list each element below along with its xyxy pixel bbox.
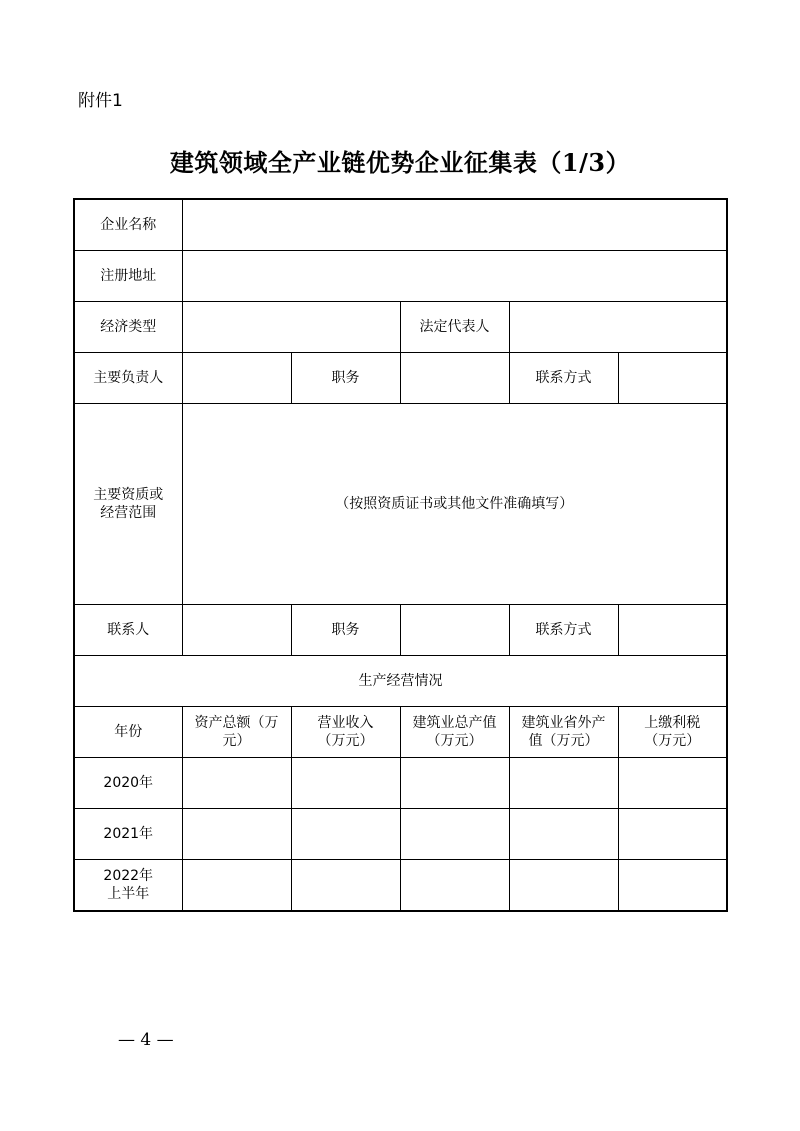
field-position[interactable] <box>400 353 509 404</box>
cell-2020-assets[interactable] <box>182 758 291 809</box>
field-principal[interactable] <box>182 353 291 404</box>
row-principal <box>74 353 727 404</box>
field-economic-type[interactable] <box>182 302 400 353</box>
label-legal-rep: 法定代表人 <box>400 302 509 353</box>
cell-2021-output[interactable] <box>400 809 509 860</box>
cell-2022h1-assets[interactable] <box>182 860 291 912</box>
cell-2022h1-outside-output[interactable] <box>509 860 618 912</box>
row-economic-type <box>74 302 727 353</box>
col-header-taxes: 上缴利税（万元） <box>618 707 727 758</box>
cell-2020-revenue[interactable] <box>291 758 400 809</box>
row-qualification <box>74 404 727 605</box>
cell-2020-taxes[interactable] <box>618 758 727 809</box>
row-year-2020 <box>74 758 727 809</box>
cell-2021-assets[interactable] <box>182 809 291 860</box>
label-qualification <box>74 404 182 605</box>
row-production-section <box>74 656 727 707</box>
cell-2020-outside-output[interactable] <box>509 758 618 809</box>
label-address: 注册地址 <box>74 251 182 302</box>
row-column-headers <box>74 707 727 758</box>
year-label-2022h1: 2022年上半年 <box>74 860 182 912</box>
cell-2022h1-revenue[interactable] <box>291 860 400 912</box>
cell-2021-taxes[interactable] <box>618 809 727 860</box>
field-contact-person[interactable] <box>182 605 291 656</box>
cell-2020-output[interactable] <box>400 758 509 809</box>
cell-2022h1-taxes[interactable] <box>618 860 727 912</box>
field-contact-method2[interactable] <box>618 605 727 656</box>
label-contact-method2: 联系方式 <box>509 605 618 656</box>
cell-2021-revenue[interactable] <box>291 809 400 860</box>
field-company-name[interactable] <box>182 199 727 251</box>
label-contact-method: 联系方式 <box>509 353 618 404</box>
page-title: 建筑领域全产业链优势企业征集表（1/3） <box>169 148 631 177</box>
col-header-revenue: 营业收入（万元） <box>291 707 400 758</box>
section-production: 生产经营情况 <box>74 656 727 707</box>
label-economic-type: 经济类型 <box>74 302 182 353</box>
row-address <box>74 251 727 302</box>
field-qualification[interactable] <box>182 404 727 605</box>
attachment-label: 附件1 <box>78 91 123 111</box>
col-header-year: 年份 <box>74 707 182 758</box>
year-label-2021: 2021年 <box>74 809 182 860</box>
col-header-outside-output: 建筑业省外产值（万元） <box>509 707 618 758</box>
row-company-name <box>74 199 727 251</box>
qualification-label-text: 主要资质或经营范围 <box>93 487 164 521</box>
label-principal: 主要负责人 <box>74 353 182 404</box>
cell-2021-outside-output[interactable] <box>509 809 618 860</box>
field-legal-rep[interactable] <box>509 302 727 353</box>
col-header-total-assets: 资产总额（万元） <box>182 707 291 758</box>
page-number: — 4 — <box>118 1030 174 1050</box>
field-position2[interactable] <box>400 605 509 656</box>
row-contact-person <box>74 605 727 656</box>
label-position2: 职务 <box>291 605 400 656</box>
row-year-2021 <box>74 809 727 860</box>
label-position: 职务 <box>291 353 400 404</box>
field-address[interactable] <box>182 251 727 302</box>
field-contact-method[interactable] <box>618 353 727 404</box>
col-header-output: 建筑业总产值（万元） <box>400 707 509 758</box>
qualification-note: （按照资质证书或其他文件准确填写） <box>335 496 574 512</box>
enterprise-form-table <box>73 198 728 912</box>
label-contact-person: 联系人 <box>74 605 182 656</box>
row-year-2022h1 <box>74 860 727 912</box>
year-label-2020: 2020年 <box>74 758 182 809</box>
label-company-name: 企业名称 <box>74 199 182 251</box>
cell-2022h1-output[interactable] <box>400 860 509 912</box>
